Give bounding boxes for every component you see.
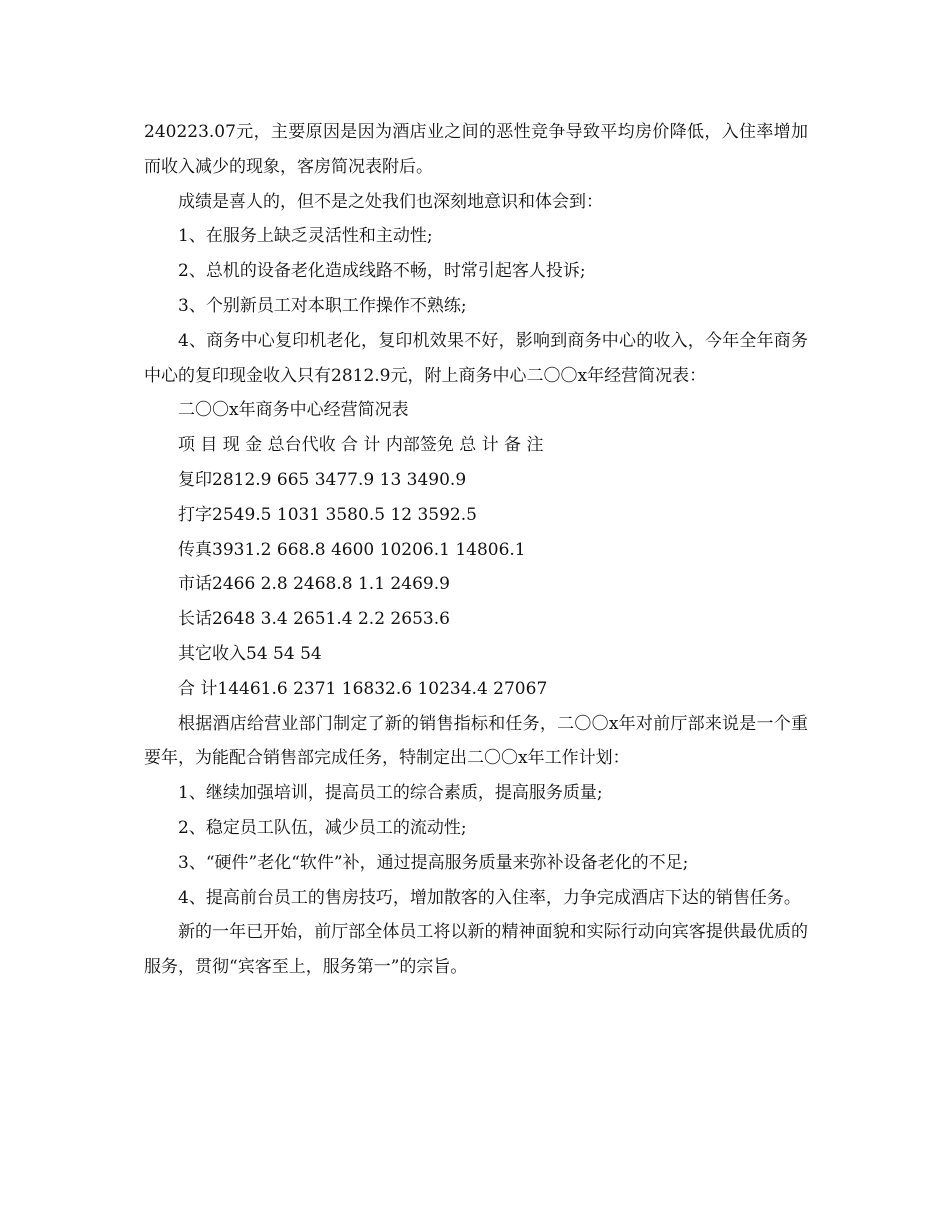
revenue-paragraph: 240223.07元，主要原因是因为酒店业之间的恶性竞争导致平均房价降低，入住率增加而收入减少的现象，客房简况表附后。 [144, 122, 808, 177]
table-total-row: 合 计14461.6 2371 16832.6 10234.4 27067 [178, 678, 548, 699]
plan-item-1: 1、继续加强培训，提高员工的综合素质，提高服务质量; [178, 783, 603, 804]
shortcoming-item-1: 1、在服务上缺乏灵活性和主动性; [178, 226, 433, 247]
shortcomings-intro: 成绩是喜人的，但不是之处我们也深刻地意识和体会到： [178, 191, 603, 212]
table-row: 长话2648 3.4 2651.4 2.2 2653.6 [178, 609, 450, 630]
document-body [144, 115, 808, 985]
table-row: 其它收入54 54 54 [178, 643, 322, 664]
table-row: 市话2466 2.8 2468.8 1.1 2469.9 [178, 574, 450, 595]
shortcoming-item-3: 3、个别新员工对本职工作操作不熟练; [178, 295, 467, 316]
table-row: 打字2549.5 1031 3580.5 12 3592.5 [178, 504, 477, 525]
table-row: 传真3931.2 668.8 4600 10206.1 14806.1 [178, 539, 526, 560]
shortcoming-item-4: 4、商务中心复印机老化，复印机效果不好，影响到商务中心的收入，今年全年商务中心的复印现金收入只有2812.9元，附上商务中心二〇〇x年经营简况表： [144, 330, 808, 386]
table-row: 复印2812.9 665 3477.9 13 3490.9 [178, 469, 467, 490]
plan-item-3: 3、“硬件”老化“软件”补，通过提高服务质量来弥补设备老化的不足; [178, 852, 689, 873]
table-header: 项 目 现 金 总台代收 合 计 内部签免 总 计 备 注 [178, 435, 544, 456]
closing-paragraph: 新的一年已开始，前厅部全体员工将以新的精神面貌和实际行动向宾客提供最优质的服务，贯彻“宾客至上，服务第一”的宗旨。 [144, 922, 808, 978]
plan-intro: 根据酒店给营业部门制定了新的销售指标和任务，二〇〇x年对前厅部来说是一个重要年，为能配合销售部完成任务，特制定出二〇〇x年工作计划： [144, 713, 808, 769]
plan-item-2: 2、稳定员工队伍，减少员工的流动性; [178, 817, 467, 838]
shortcoming-item-2: 2、总机的设备老化造成线路不畅，时常引起客人投诉; [178, 261, 586, 282]
table-title: 二〇〇x年商务中心经营简况表 [178, 400, 409, 421]
plan-item-4: 4、提高前台员工的售房技巧，增加散客的入住率，力争完成酒店下达的销售任务。 [178, 887, 801, 908]
